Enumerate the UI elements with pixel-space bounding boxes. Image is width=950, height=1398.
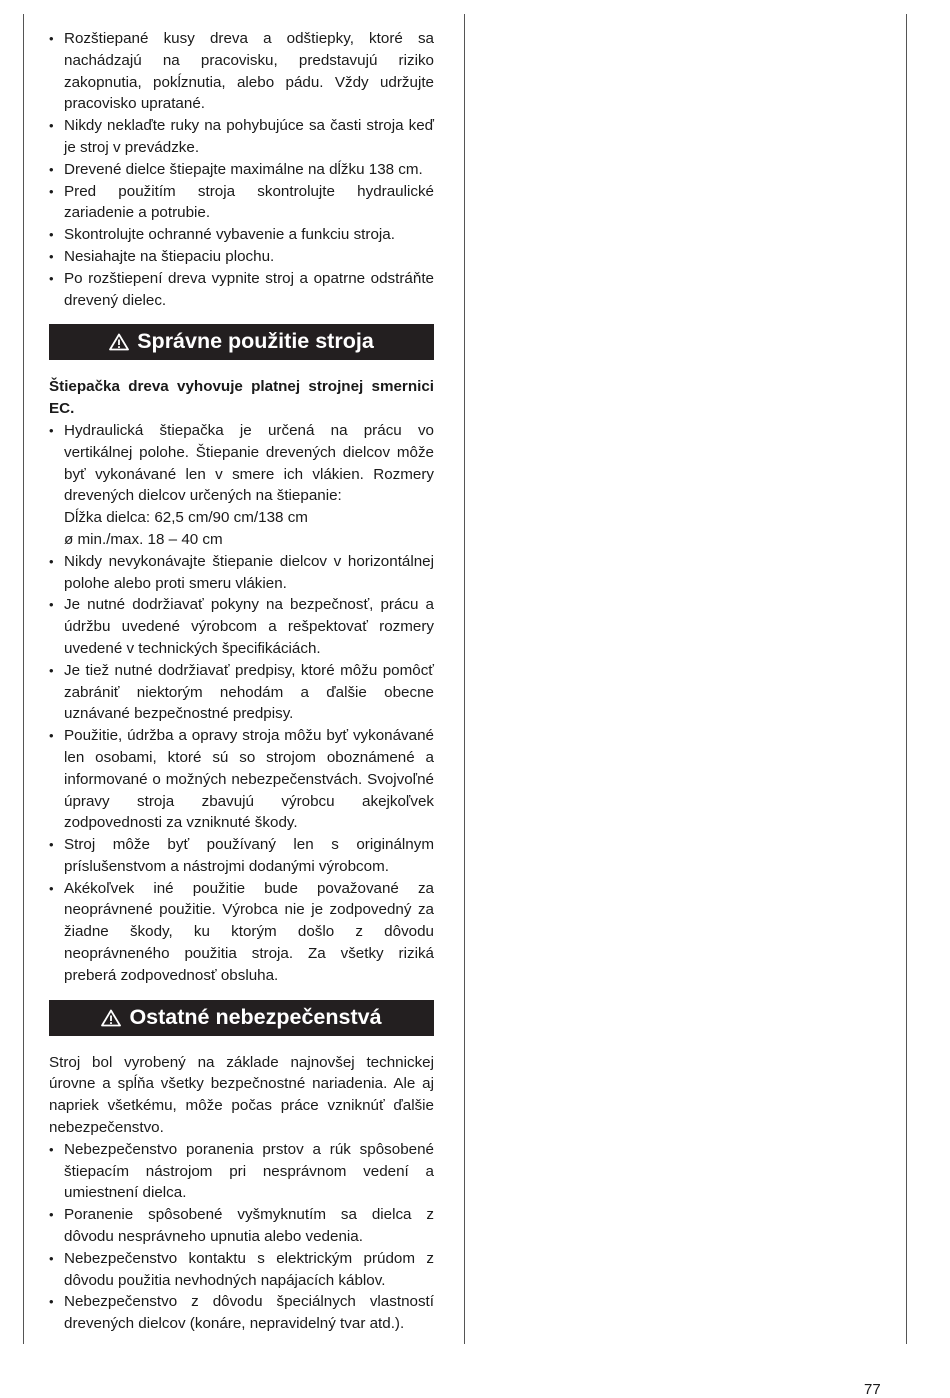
section-header-other-hazards [49,1000,434,1036]
left-column [49,28,434,1335]
right-margin-rule [906,14,907,1344]
list-item: • Skontrolujte ochranné vybavenie a funkciu stroja. [49,224,434,246]
section-title: Ostatné nebezpečenstvá [129,1004,382,1029]
dimension-diameter: ø min./max. 18 – 40 cm [64,530,223,548]
list-item: • Nebezpečenstvo z dôvodu špeciálnych vlastností drevených dielcov (konáre, nepravidelný tvar atd.). [49,1291,434,1335]
section-intro: Stroj bol vyrobený na základe najnovšej technickej úrovne a spĺňa všetky bezpečnostné nariadenia. Ale aj napriek všetkému, môže počas práce vzniknúť ďalšie nebezpečenstvo. [49,1053,434,1137]
section-intro: Štiepačka dreva vyhovuje platnej strojnej smernici EC. [49,378,434,418]
list-item: • Nesiahajte na štiepaciu plochu. [49,246,434,268]
list-item: • Rozštiepané kusy dreva a odštiepky, ktoré sa nachádzajú na pracovisku, predstavujú riziko zakopnutia, pokĺznutia, alebo pádu. Vždy udržujte pracovisko upratané. [49,28,434,115]
list-item: • Nikdy neklaďte ruky na pohybujúce sa časti stroja keď je stroj v prevádzke. [49,115,434,159]
list-item: • Drevené dielce štiepajte maximálne na dĺžku 138 cm. [49,159,434,181]
list-item: • Akékoľvek iné použitie bude považované za neoprávnené použitie. Výrobca nie je zodpovedný za žiadne škody, ku ktorým došlo z dôvodu neoprávneného použitia stroja. Za všetky riziká preberá zodpovednosť obsluha. [49,878,434,987]
list-item: • Stroj môže byť používaný len s originálnym príslušenstvom a nástrojmi dodanými výrobcom. [49,834,434,878]
page-number: 77 [864,1381,881,1398]
section-header-correct-use [49,324,434,360]
list-item: • Nebezpečenstvo kontaktu s elektrickým prúdom z dôvodu použitia nevhodných napájacích káblov. [49,1248,434,1292]
column-divider-rule [464,14,465,1344]
other-hazards-list [49,1139,434,1335]
warning-triangle-icon [109,333,129,351]
list-item: • Nikdy nevykonávajte štiepanie dielcov v horizontálnej polohe alebo proti smeru vlákien. [49,551,434,595]
left-margin-rule [23,14,24,1344]
correct-use-list [49,420,434,987]
list-item: • Použitie, údržba a opravy stroja môžu byť vykonávané len osobami, ktoré sú so strojom oboznámené a informované o možných nebezpečenstvách. Svojvoľné úpravy stroja zbavujú výrobcu akejkoľvek zodpovednosti za vzniknuté škody. [49,725,434,834]
list-item: • Pred použitím stroja skontrolujte hydraulické zariadenie a potrubie. [49,181,434,225]
dimension-length: Dĺžka dielca: 62,5 cm/90 cm/138 cm [64,509,308,527]
list-item: • Nebezpečenstvo poranenia prstov a rúk spôsobené štiepacím nástrojom pri nesprávnom vedení a umiestnení dielca. [49,1139,434,1204]
safety-bullet-list [49,28,434,311]
list-item-text: Hydraulická štiepačka je určená na prácu vo vertikálnej polohe. Štiepanie drevených dielcov môže byť vykonávané len v smere ich vlákien. Rozmery drevených dielcov určených na štiepanie: [64,421,434,505]
list-item: • Je nutné dodržiavať pokyny na bezpečnosť, prácu a údržbu uvedené výrobcom a rešpektovať rozmery uvedené v technických špecifikáciách. [49,594,434,659]
warning-triangle-icon [101,1009,121,1027]
section-title: Správne použitie stroja [137,329,374,354]
list-item [49,420,434,551]
list-item: • Je tiež nutné dodržiavať predpisy, ktoré môžu pomôcť zabrániť niektorým nehodám a ďalšie obecne uznávané bezpečnostné predpisy. [49,660,434,725]
list-item: • Poranenie spôsobené vyšmyknutím sa dielca z dôvodu nesprávneho upnutia alebo vedenia. [49,1204,434,1248]
list-item: • Po rozštiepení dreva vypnite stroj a opatrne odstráňte drevený dielec. [49,268,434,312]
